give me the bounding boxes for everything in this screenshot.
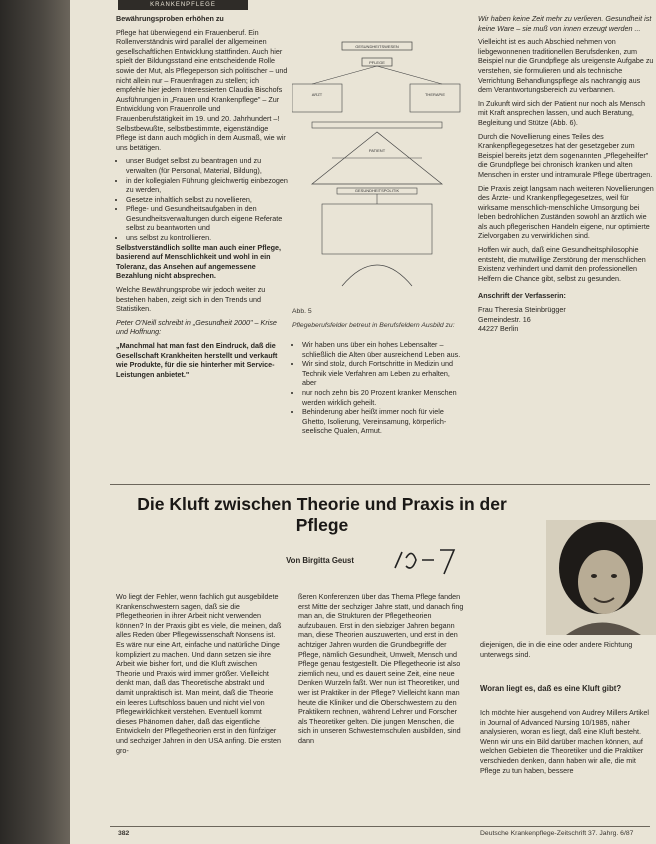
right-paragraph-3: In Zukunft wird sich der Patient nur noch als Mensch mit Kraft ansprechen lassen, und auch Beratung, Begleitung und Stütze (Abb. 6). (478, 98, 645, 127)
diagram-label: GESUNDHEITSWESEN (355, 44, 399, 49)
right-paragraph-5: Die Praxis zeigt langsam nach weiteren Novellierungen des Ärzte- und Krankenpflegegesetzes, weil für wirksame menschlich-menschliche Umsorgung bei leben bedrohlichen Zuständen sowohl an ärztlich wie als auch pflegerischen Handeln eigene, nur optimierte Zielvorgaben zu verwirklichen sind. (478, 183, 654, 241)
section-header: KRANKENPFLEGE (118, 0, 248, 10)
list-item: • unser Budget selbst zu beantragen und zu verwalten (für Personal, Material, Bildung), (126, 156, 288, 175)
left-column (116, 14, 288, 383)
article-column-2: ßeren Konferenzen über das Thema Pflege fanden erst Mitte der sechziger Jahre statt, und danach fing man an, die Strukturen der Pflegetheorien aufzubauen. Erst in den siebziger Jahren begann man, diese Theorien auszuwerten, und erst in den achtziger Jahren wurden die Grundbegriffe der Pflege, nämlich Gesundheit, Umwelt, Mensch und Pflege genau festgestellt. Die Pflegetheorie ist also ziemlich neu, und es dauert seine Zeit, eine neue Denken Wurzeln faßt. Wer nun ist Theoretiker, und wer ist Praktiker in der Pflege? Vielleicht kann man heute die Kliniker und die Oberschwestern zu den Praktikern rechnen, während Lehrer und Forscher als Theoretiker gelten. Die jungen Menschen, die sich in unseren Schwesternschulen ausbilden, sind dann (298, 592, 464, 745)
list-item: • uns selbst zu kontrollieren. (126, 233, 288, 243)
diagram-label: ARZT (311, 92, 323, 97)
diagram-label: GESUNDHEITSPOLITIK (354, 188, 400, 193)
left-paragraph-3: Welche Bewährungsprobe wir jedoch weiter zu bestehen haben, zeigt sich in den Trends und Statistiken. (116, 285, 266, 314)
book-spine (0, 0, 70, 844)
figure-diagram (292, 24, 462, 304)
diagram-label: PFLEGE (369, 60, 385, 65)
left-quote: „Manchmal hat man fast den Eindruck, daß die Gesellschaft Krankheiten herstellt und verkauft wie Produkte, für die sie hinterher mit Service-Leistungen anbietet." (116, 341, 278, 379)
list-item: • Wir sind stolz, durch Fortschritte in Medizin und Technik viele Verfahren am Leben zu erhalten, aber (302, 359, 462, 388)
article-subhead: Woran liegt es, daß es eine Kluft gibt? (480, 684, 622, 693)
address-line: Frau Theresia Steinbrügger (478, 305, 566, 315)
left-paragraph-2: Selbstverständlich sollte man auch einer Pflege, basierend auf Menschlichkeit und wohl in ein Toleranz, das Ansehen auf angemessene Bezahlung nicht absprechen. (116, 242, 281, 281)
list-item: • nur noch zehn bis 20 Prozent kranker Menschen werden wirklich geheilt. (302, 388, 462, 407)
list-item: • Behinderung aber heißt immer noch für viele Ghetto, Isolierung, Vereinsamung, körperlich-seelische Qualen, Armut. (302, 407, 462, 436)
document-page (70, 0, 656, 844)
middle-column (292, 340, 462, 436)
footer-divider (110, 826, 650, 827)
figure-caption-2: Pflegeberufsfelder betreut in Berufsfeldern Ausbild zu: (292, 322, 455, 329)
left-paragraph-1: Pflege hat überwiegend ein Frauenberuf. Ein Rollenverständnis wird parallel der allgemeinen gesellschaftlichen Entwicklung stattfinden. Auch hier spielt der Bildungsstand eine entscheidende Rolle sowie der Mut, als Pflegeperson sich politischer – und nicht allein nur – Frauenfragen zu stellen; ich empfehle hier jedem Interessierten Claudia Bischofs Ausführungen in „Frauen und Krankenpflege" – Zur Entwicklung von Frauenrolle und Frauenberufstätigkeit im 19. und 20. Jahrhundert –! Selbstbewußte, selbstbestimmte, eigenständige Pflege ist dann auch möglich in dem Ausmaß, wie wir uns betätigen. (116, 27, 288, 152)
address-line: 44227 Berlin (478, 324, 519, 334)
author-photo (546, 520, 656, 635)
list-item: • in der kollegialen Führung gleichwertig einbezogen zu werden, (126, 176, 288, 195)
article-column-3-top: diejenigen, die in die eine oder andere Richtung unterwegs sind. (480, 640, 633, 659)
address-line: Gemeindestr. 16 (478, 314, 531, 324)
right-paragraph-6: Hoffen wir auch, daß eine Gesundheitsphilosophie entsteht, die mutwillige Zerstörung der menschlichen Existenz verhindert und damit den professionellen Helfern die Chance gibt, selbst zu gesunden. (478, 245, 646, 283)
left-heading: Bewährungsproben erhöhen zu (116, 14, 224, 23)
right-paragraph-2: Vielleicht ist es auch Abschied nehmen von liebgewonnenen traditionellen Berufsdenken, zum Beispiel nur die Grundpflege als ureigenste Aufgabe zu verstehen, sie formulieren und als technische Verrichtung Behandlungspflege als nachrangig aus dem Verantwortungsbereich zu verbannen. (478, 37, 654, 95)
right-column (478, 14, 656, 334)
list-item: • Wir haben uns über ein hohes Lebensalter – schließlich die Alten über ausreichend Leben aus. (302, 340, 462, 359)
diagram-label: PATIENT (368, 148, 386, 153)
handwritten-annotation (390, 540, 480, 580)
page-number: 382 (118, 830, 130, 837)
right-paragraph-4: Durch die Novellierung eines Teiles des Krankenpflegegesetzes hat der gesetzgeber zum Beispiel bereits jetzt dem sogenannten „Pflegeheilfer" die Grundpflege bei chronisch kranken und alten Menschen in erster und intramurale Pflege übertragen. (478, 131, 653, 179)
article-column-3: Ich möchte hier ausgehend von Audrey Millers Artikel in Journal of Advanced Nursing 10/1985, näher analysieren, woran es liegt, daß eine Kluft besteht. Wenn wir uns ein Bild darüber machen können, auf welchen Gebieten die Theoretiker und die Praktiker verschieden denken, dann haben wir alle, die mit Pflege zu tun haben, bessere (480, 708, 649, 775)
article-byline: Von Birgitta Geust (286, 556, 354, 565)
diagram-label: THERAPIE (424, 92, 446, 97)
list-item: • Pflege- und Gesundheitsaufgaben in den Gesundheitsverwaltungen durch eigene Referate selbst zu beantworten und (126, 204, 288, 233)
left-paragraph-4: Peter O'Neill schreibt in „Gesundheit 2000" – Krise und Hoffnung: (116, 317, 277, 337)
journal-footer: Deutsche Krankenpflege-Zeitschrift 37. Jahrg. 6/87 (480, 830, 634, 837)
left-bullet-list (116, 156, 288, 242)
right-paragraph-1: Wir haben keine Zeit mehr zu verlieren. Gesundheit ist keine Ware – sie muß von innen erzeugt werden ... (478, 14, 652, 33)
divider (110, 484, 650, 485)
figure-caption: Abb. 5 (292, 308, 312, 315)
article-column-1: Wo liegt der Fehler, wenn fachlich gut ausgebildete Krankenschwestern sagen, daß sie die Pflegetheorien in ihrer Arbeit nicht verwenden können? In der Praxis gibt es viele, die meinen, daß alles Reden über Pflegewissenschaft Nonsens ist. Es wäre nur eine Art, einfache und natürliche Dinge kompliziert zu machen. Und dann setzen sie ihre Arbeit wie bisher fort, und die Kluft zwischen Theorie und Praxis wird immer größer. Vielleicht denkt man, daß das Theoretische abstrakt und damit unpraktisch ist. Man meint, daß die Theorie ein leeres Luftschloss bauen und nicht viel von Pflegewirklichkeit verstehen. Eventuell kommt dieses Phänomen daher, daß das eigentliche Entwickeln der Pflegetheorien erst in den fünfziger und sechziger Jahren in den USA anfing. Die ersten gro- (116, 592, 282, 755)
address-label: Anschrift der Verfasserin: (478, 291, 566, 301)
list-item: • Gesetze inhaltlich selbst zu novellieren, (126, 195, 288, 205)
article-title: Die Kluft zwischen Theorie und Praxis in der Pflege (137, 494, 507, 535)
